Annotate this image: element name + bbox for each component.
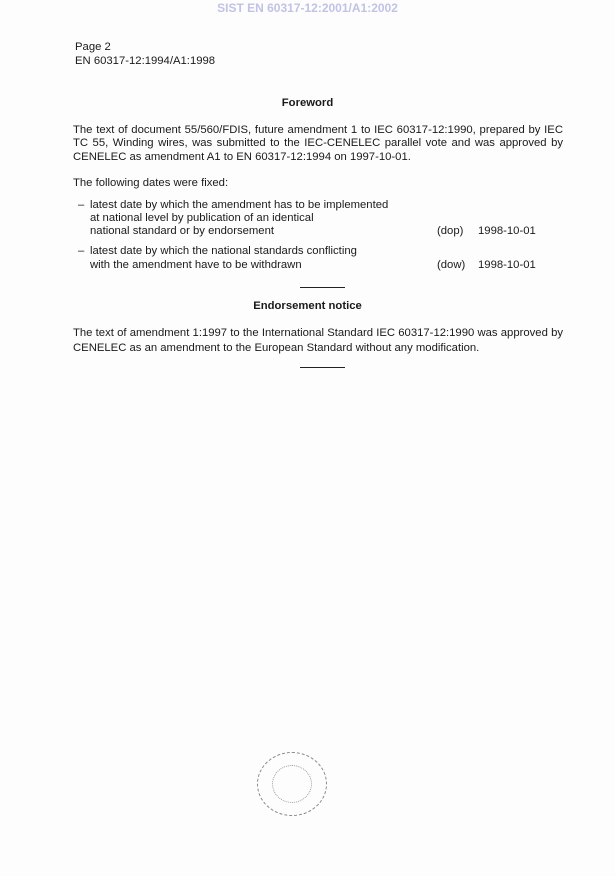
date-value: 1998-10-01 (478, 259, 536, 271)
dates-intro: The following dates were fixed: (73, 177, 229, 189)
date-code: (dop) (437, 225, 464, 237)
dash: – (78, 199, 85, 211)
official-stamp (257, 752, 327, 816)
foreword-paragraph: The text of document 55/560/FDIS, future amendment 1 to IEC 60317-12:1990, prepared by IEC TC 55, Winding wires, was submitted to the IEC-CENELEC parallel vote and was approved by CENELEC as amendment A1 to EN 60317-12:1994 on 1997-10-01. (73, 124, 563, 163)
dash: – (78, 245, 85, 257)
document-id: EN 60317-12:1994/A1:1998 (75, 55, 216, 67)
divider (300, 367, 345, 368)
foreword-heading: Foreword (281, 97, 334, 109)
watermark: SIST EN 60317-12:2001/A1:2002 (217, 1, 398, 15)
date-item-line: latest date by which the amendment has to be implemented (90, 199, 389, 211)
date-item-line: at national level by publication of an identical (90, 212, 314, 224)
date-item-line: national standard or by endorsement (90, 225, 275, 237)
endorsement-heading: Endorsement notice (253, 300, 362, 312)
date-code: (dow) (437, 259, 466, 271)
date-value: 1998-10-01 (478, 225, 536, 237)
page-number: Page 2 (75, 41, 111, 53)
date-item-line: with the amendment have to be withdrawn (90, 259, 302, 271)
date-item-line: latest date by which the national standards conflicting (90, 245, 357, 257)
divider (300, 287, 345, 288)
endorsement-paragraph: The text of amendment 1:1997 to the International Standard IEC 60317-12:1990 was approved by CENELEC as an amendment to the European Standard without any modification. (73, 327, 563, 354)
